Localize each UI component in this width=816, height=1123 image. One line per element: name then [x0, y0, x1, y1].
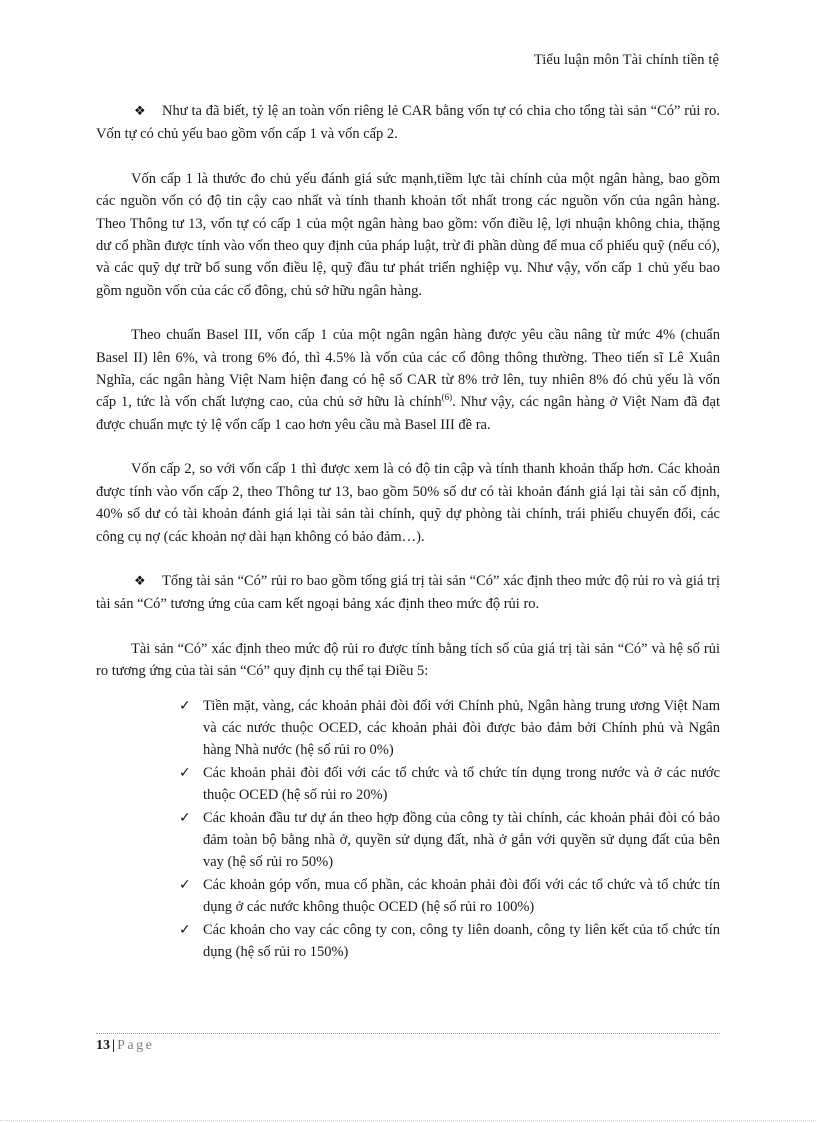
check-mark-icon: ✓	[179, 921, 191, 938]
list-item	[179, 695, 720, 762]
diamond-bullet-icon: ❖	[134, 104, 146, 119]
footnote-reference: (6)	[441, 392, 453, 403]
page-content	[96, 100, 720, 963]
paragraph-basel-iii	[96, 324, 720, 436]
check-mark-icon: ✓	[179, 876, 191, 893]
paragraph-tier1-capital: Vốn cấp 1 là thước đo chủ yếu đánh giá sức mạnh,tiềm lực tài chính của một ngân hàng, bao gồm các nguồn vốn có độ tin cậy cao nhất và tính thanh khoản tốt nhất trong các nguồn vốn của ngân hàng. Theo Thông tư 13, vốn tự có cấp 1 của một ngân hàng bao gồm: vốn điều lệ, lợi nhuận không chia, thặng dư cổ phần được tính vào vốn theo quy định của pháp luật, trừ đi phần dùng để mua cổ phiếu quỹ (nếu có), và các quỹ dự trữ bổ sung vốn điều lệ, quỹ đầu tư phát triển nghiệp vụ. Như vậy, vốn cấp 1 chủ yếu bao gồm nguồn vốn của các cổ đông, chủ sở hữu ngân hàng.	[96, 170, 720, 299]
paragraph-text: Như ta đã biết, tỷ lệ an toàn vốn riêng lẻ CAR bằng vốn tự có chia cho tổng tài sản “Có” rủi ro. Vốn tự có chủ yếu bao gồm vốn cấp 1 và vốn cấp 2.	[96, 103, 720, 143]
risk-weight-checklist	[96, 695, 720, 964]
paragraph-tier2-capital: Vốn cấp 2, so với vốn cấp 1 thì được xem là có độ tin cập và tính thanh khoản thấp hơn. Các khoản được tính vào vốn cấp 2, theo Thông tư 13, bao gồm 50% số dư có tài khoản đánh giá lại tài sản cố định, 40% số dư có tài khoản đánh giá lại tài sản tài chính, quỹ dự phòng tài chính, trái phiếu chuyển đổi, các công cụ nợ (các khoản nợ dài hạn không có bảo đảm…).	[96, 461, 720, 545]
paragraph-risk-assets	[96, 570, 720, 616]
paragraph-text: Tổng tài sản “Có” rủi ro bao gồm tổng giá trị tài sản “Có” xác định theo mức độ rủi ro và giá trị tài sản “Có” tương ứng của cam kết ngoại bảng xác định theo mức độ rủi ro.	[96, 572, 720, 613]
paragraph-risk-weighting: Tài sản “Có” xác định theo mức độ rủi ro được tính bằng tích số của giá trị tài sản “Có” và hệ số rủi ro tương ứng của tài sản “Có” quy định cụ thể tại Điều 5:	[96, 640, 720, 680]
diamond-bullet-icon: ❖	[134, 573, 146, 589]
paragraph-text: Theo chuẩn Basel III, vốn cấp 1 của một ngân ngân hàng được yêu cầu nâng từ mức 4% (chuẩn Basel II) lên 6%, và trong 6% đó, thì 4.5% là vốn của các cổ đông thông thường. Theo tiến sĩ Lê Xuân Nghĩa, các ngân hàng Việt Nam hiện đang có hệ số CAR từ 8% trở lên, tuy nhiên 8% đó chủ yếu là vốn cấp 1, tức là vốn chất lượng cao, của chủ sở hữu là chính	[96, 327, 720, 411]
check-mark-icon: ✓	[179, 697, 191, 714]
page-label: Page	[117, 1038, 155, 1053]
list-item-text: Các khoản đầu tư dự án theo hợp đồng của công ty tài chính, các khoản phải đòi có bảo đảm toàn bộ bằng nhà ở, quyền sử dụng đất, nhà ở gắn với quyền sử dụng đất của bên vay (hệ số rủi ro 50%)	[203, 809, 720, 871]
page-footer	[96, 1038, 154, 1054]
running-header: Tiểu luận môn Tài chính tiền tệ	[533, 52, 719, 68]
check-mark-icon: ✓	[179, 809, 191, 826]
list-item-text: Tiền mặt, vàng, các khoản phải đòi đối với Chính phủ, Ngân hàng trung ương Việt Nam và các nước thuộc OCED, các khoản phải đòi được bảo đảm bởi Chính phủ và Ngân hàng Nhà nước (hệ số rủi ro 0%)	[203, 697, 720, 759]
page-bottom-edge	[0, 1120, 816, 1121]
page-number: 13	[96, 1038, 110, 1053]
check-mark-icon: ✓	[179, 764, 191, 781]
list-item	[179, 919, 720, 964]
paragraph-car-definition	[96, 100, 720, 146]
list-item-text: Các khoản cho vay các công ty con, công ty liên doanh, công ty liên kết của tổ chức tín dụng (hệ số rủi ro 150%)	[203, 921, 720, 960]
list-item-text: Các khoản góp vốn, mua cổ phần, các khoản phải đòi đối với các tổ chức và tổ chức tín dụng ở các nước không thuộc OCED (hệ số rủi ro 100%)	[203, 876, 720, 916]
paragraph-text: . Như vậy, các ngân hàng ở Việt Nam đã đạt được chuẩn mực tỷ lệ vốn cấp 1 cao hơn yêu cầu mà Basel III đề ra.	[96, 394, 720, 433]
list-item	[179, 762, 720, 807]
footer-separator: |	[112, 1038, 116, 1053]
footer-divider	[96, 1033, 720, 1034]
list-item-text: Các khoản phải đòi đối với các tổ chức và tổ chức tín dụng trong nước và ở các nước thuộc OCED (hệ số rủi ro 20%)	[203, 764, 720, 804]
list-item	[179, 807, 720, 874]
list-item	[179, 874, 720, 919]
